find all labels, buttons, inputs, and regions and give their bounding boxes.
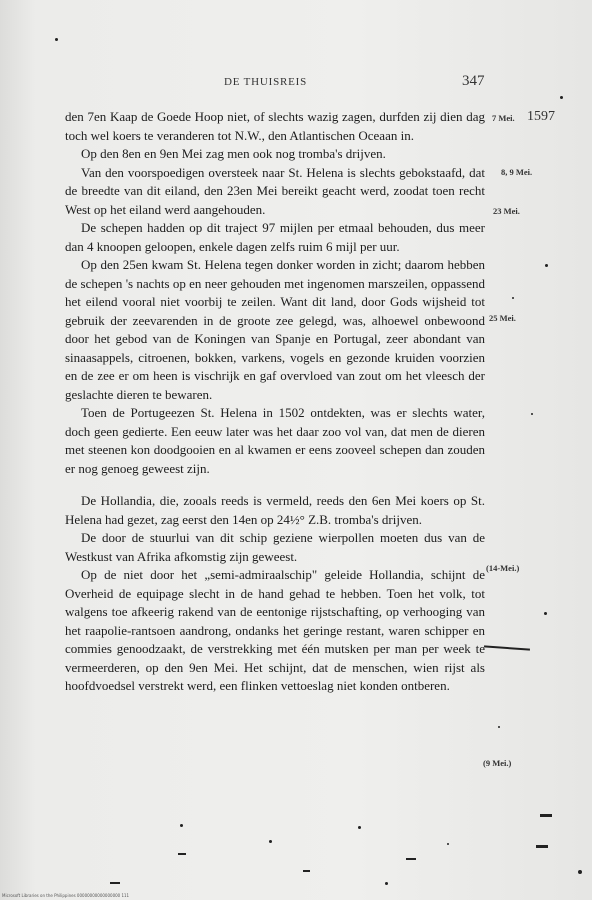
scan-mark xyxy=(110,882,120,884)
margin-note-23-mei: 23 Mei. xyxy=(493,206,520,216)
paragraph: Van den voorspoedigen oversteek naar St. Helena is slechts gebokstaafd, dat de breedte van dit eiland, den 23en Mei bereikt geacht werd, zoodat toen recht West op het eiland werd aangehouden. xyxy=(65,164,485,217)
paragraph: Op den 25en kwam St. Helena tegen donker worden in zicht; daarom hebben de schepen 's nachts op en neer gehouden met ingenomen marszeilen, oppassend het eilend vooral niet voorbij te zeilen. Want dit land, door Gods wijsheid tot gebruik der zeevarenden in de groote zee gelegd, was, alhoewel onbewoond door het gebod van de Koningen van Spanje en Portugal, zeer abondant van sinaasappels, citroenen, bokken, varkens, vogels en gezonde kruiden voorzien en de zee er om heen is vischrijk en gaf overvloed van zout om het vleesch der geslachte dieren te bewaren. xyxy=(65,257,485,402)
scan-speck xyxy=(512,297,514,299)
scan-speck xyxy=(55,38,58,41)
paragraph: den 7en Kaap de Goede Hoop niet, of slechts wazig zagen, durfden zij dien dag toch wel koers te veranderen tot N.W., den Atlantischen Oceaan in. xyxy=(65,109,485,143)
paragraph: Op de niet door het „semi-admiraalschip" geleide Hollandia, schijnt de Overheid de equipage slecht in de hand gehad te hebben. Toen het volk, tot walgens toe afkeerig rakend van de eentonige rijstschafting, op verhooging van het raapolie-rantsoen aandrong, ondanks het geringe restant, waren schipper en commies genoodzaakt, de verstrekking met één mutsken per man per week te vermeerderen, op den 9en Mei. Het schijnt, dat de menschen, wien rijst als hoofdvoedsel verstrekt werd, een flinken vettoeslag niet konden ontberen. xyxy=(65,567,485,693)
scan-speck xyxy=(560,96,563,99)
margin-note-8-9-mei: 8, 9 Mei. xyxy=(501,167,533,177)
scan-speck xyxy=(385,882,388,885)
scan-speck xyxy=(544,612,547,615)
scan-mark xyxy=(536,845,548,848)
paragraph: Op den 8en en 9en Mei zag men ook nog tromba's drijven. xyxy=(81,146,386,161)
running-header: DE THUISREIS xyxy=(224,76,308,88)
scan-mark xyxy=(540,814,552,817)
scan-speck xyxy=(269,840,272,843)
scan-speck xyxy=(498,726,500,728)
scan-speck xyxy=(358,826,361,829)
scan-mark xyxy=(406,858,416,860)
scan-mark xyxy=(178,853,186,855)
scan-speck xyxy=(180,824,183,827)
margin-note-9-mei: (9 Mei.) xyxy=(483,758,512,768)
scan-speck xyxy=(545,264,548,267)
margin-note-25-mei: 25 Mei. xyxy=(489,313,516,323)
paragraph: De door de stuurlui van dit schip geziene wierpollen moeten dus van de Westkust van Afrika afkomstig zijn geweest. xyxy=(65,530,485,564)
year-margin-note: 1597 xyxy=(527,109,555,124)
scan-speck xyxy=(447,843,449,845)
body-text xyxy=(65,108,485,696)
scan-footer: Microsoft Libraries on the Philippines 00000000000000000 111 xyxy=(2,893,130,898)
scan-mark xyxy=(484,645,530,650)
margin-note-7-mei: 7 Mei. xyxy=(492,113,515,123)
paragraph: De Hollandia, die, zooals reeds is vermeld, reeds den 6en Mei koers op St. Helena had gezet, zag eerst den 14en op 24½° Z.B. tromba's drijven. xyxy=(65,493,485,527)
margin-note-14-mei: (14-Mei.) xyxy=(486,563,520,573)
paragraph: De schepen hadden op dit traject 97 mijlen per etmaal behouden, dus meer dan 4 knoopen geloopen, enkele dagen zelfs ruim 6 mijl per uur. xyxy=(65,220,485,254)
paragraph: Toen de Portugeezen St. Helena in 1502 ontdekten, was er slechts water, doch geen gedierte. Een eeuw later was het daar zoo vol van, dat men de dieren met steenen kon doodgooien en al kwamen er eens zooveel schepen dan zouden er nog genoeg geweest zijn. xyxy=(65,405,485,476)
scan-speck xyxy=(578,870,582,874)
scan-mark xyxy=(303,870,310,872)
scan-speck xyxy=(531,413,533,415)
page-number: 347 xyxy=(462,73,485,89)
